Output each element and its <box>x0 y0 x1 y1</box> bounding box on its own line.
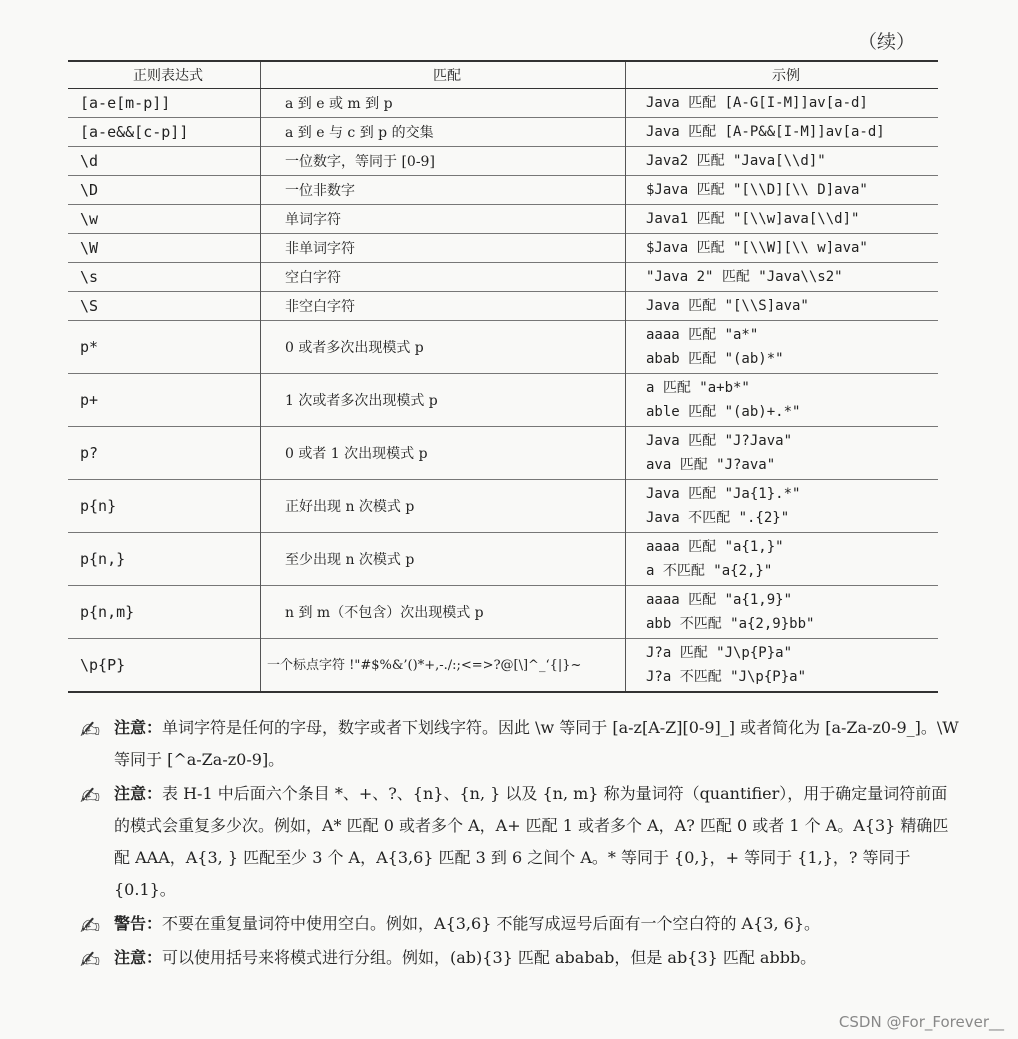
example-cell <box>626 321 939 374</box>
pattern-cell: \p{P} <box>68 639 261 693</box>
table-row <box>68 533 938 586</box>
pattern-cell: \W <box>68 234 261 263</box>
description-cell: 0 或者多次出现模式 p <box>261 321 626 374</box>
table-row <box>68 586 938 639</box>
example-cell <box>626 480 939 533</box>
example-line: a 匹配 "a+b*" <box>646 380 750 396</box>
pattern-cell: p{n,m} <box>68 586 261 639</box>
description-cell: 单词字符 <box>261 205 626 234</box>
example-line: "Java 2" 匹配 "Java\\s2" <box>646 269 843 285</box>
description-cell: 至少出现 n 次模式 p <box>261 533 626 586</box>
example-line: Java2 匹配 "Java[\\d]" <box>646 153 826 169</box>
table-row <box>68 263 938 292</box>
example-line: able 匹配 "(ab)+.*" <box>646 404 801 420</box>
notes-section <box>80 712 960 976</box>
note-item <box>80 778 960 906</box>
note-item <box>80 712 960 776</box>
description-cell: 0 或者 1 次出现模式 p <box>261 427 626 480</box>
description-cell: a 到 e 与 c 到 p 的交集 <box>261 118 626 147</box>
example-line: Java 匹配 "Ja{1}.*" <box>646 486 801 502</box>
pattern-cell: \S <box>68 292 261 321</box>
example-cell <box>626 205 939 234</box>
table-row <box>68 639 938 693</box>
example-cell <box>626 586 939 639</box>
table-row <box>68 147 938 176</box>
table-row <box>68 89 938 118</box>
example-line: J?a 匹配 "J\p{P}a" <box>646 645 793 661</box>
pattern-cell: p{n,} <box>68 533 261 586</box>
example-cell <box>626 533 939 586</box>
example-line: Java1 匹配 "[\\w]ava[\\d]" <box>646 211 860 227</box>
pattern-cell: [a-e&&[c-p]] <box>68 118 261 147</box>
example-cell <box>626 427 939 480</box>
watermark: CSDN @For_Forever__ <box>838 1013 1004 1031</box>
description-cell: 正好出现 n 次模式 p <box>261 480 626 533</box>
table-row <box>68 118 938 147</box>
note-tag: 警告： <box>114 914 163 933</box>
example-line: a 不匹配 "a{2,}" <box>646 563 773 579</box>
example-line: Java 匹配 [A-P&&[I-M]]av[a-d] <box>646 124 885 140</box>
example-cell <box>626 374 939 427</box>
pen-icon: ✍ <box>80 946 101 974</box>
table-header-row <box>68 61 938 89</box>
example-line: aaaa 匹配 "a*" <box>646 327 759 343</box>
example-cell <box>626 118 939 147</box>
header-example: 示例 <box>626 61 939 89</box>
pattern-cell: p* <box>68 321 261 374</box>
example-cell <box>626 639 939 693</box>
description-cell: 非单词字符 <box>261 234 626 263</box>
example-line: abab 匹配 "(ab)*" <box>646 351 784 367</box>
description-cell: 非空白字符 <box>261 292 626 321</box>
note-tag: 注意： <box>114 948 163 967</box>
example-cell <box>626 263 939 292</box>
example-cell <box>626 89 939 118</box>
table-row <box>68 234 938 263</box>
description-cell: 一位非数字 <box>261 176 626 205</box>
note-item <box>80 908 960 940</box>
pen-icon: ✍ <box>80 912 101 940</box>
example-line: J?a 不匹配 "J\p{P}a" <box>646 669 807 685</box>
description-cell: n 到 m（不包含）次出现模式 p <box>261 586 626 639</box>
example-line: ava 匹配 "J?ava" <box>646 457 776 473</box>
description-cell: 一位数字，等同于 [0-9] <box>261 147 626 176</box>
description-cell: 1 次或者多次出现模式 p <box>261 374 626 427</box>
pattern-cell: \D <box>68 176 261 205</box>
example-cell <box>626 234 939 263</box>
example-line: abb 不匹配 "a{2,9}bb" <box>646 616 815 632</box>
note-tag: 注意： <box>114 784 163 803</box>
pattern-cell: p? <box>68 427 261 480</box>
note-text: 不要在重复量词符中使用空白。例如，A{3,6} 不能写成逗号后面有一个空白符的 A{3, 6}。 <box>162 914 820 933</box>
description-cell: a 到 e 或 m 到 p <box>261 89 626 118</box>
example-cell <box>626 292 939 321</box>
note-text: 表 H-1 中后面六个条目 *、+、?、{n}、{n, } 以及 {n, m} 称为量词符（quantifier），用于确定量词符前面的模式会重复多少次。例如，A* 匹配 0 或者多个 A，A+ 匹配 1 或者多个 A，A? 匹配 0 或者 1 个 A。A{3} 精确匹配 AAA，A{3, } 匹配至少 3 个 A，A{3,6} 匹配 3 到 6 之间个 A。* 等同于 {0,}，+ 等同于 {1,}，? 等同于 {0.1}。 <box>114 784 949 899</box>
example-line: aaaa 匹配 "a{1,9}" <box>646 592 793 608</box>
pattern-cell: \d <box>68 147 261 176</box>
table-row <box>68 205 938 234</box>
pattern-cell: \w <box>68 205 261 234</box>
note-item <box>80 942 960 974</box>
pattern-cell: [a-e[m-p]] <box>68 89 261 118</box>
pattern-cell: p+ <box>68 374 261 427</box>
example-line: aaaa 匹配 "a{1,}" <box>646 539 784 555</box>
table-row <box>68 374 938 427</box>
table-row <box>68 427 938 480</box>
header-match: 匹配 <box>261 61 626 89</box>
table-row <box>68 176 938 205</box>
note-text: 单词字符是任何的字母，数字或者下划线字符。因此 \w 等同于 [a-z[A-Z][0-9]_] 或者简化为 [a-Za-z0-9_]。\W 等同于 [^a-Za-z0-9]。 <box>114 718 959 769</box>
pen-icon: ✍ <box>80 716 101 744</box>
example-cell <box>626 147 939 176</box>
pattern-cell: p{n} <box>68 480 261 533</box>
example-line: Java 匹配 "J?Java" <box>646 433 793 449</box>
header-pattern: 正则表达式 <box>68 61 261 89</box>
table-row <box>68 480 938 533</box>
note-tag: 注意： <box>114 718 163 737</box>
table-body <box>68 89 938 693</box>
continued-label: （续） <box>858 31 916 53</box>
pattern-cell: \s <box>68 263 261 292</box>
example-line: $Java 匹配 "[\\W][\\ w]ava" <box>646 240 868 256</box>
pen-icon: ✍ <box>80 782 101 810</box>
example-line: Java 匹配 "[\\S]ava" <box>646 298 809 314</box>
description-cell: 空白字符 <box>261 263 626 292</box>
example-line: $Java 匹配 "[\\D][\\ D]ava" <box>646 182 868 198</box>
table-row <box>68 321 938 374</box>
table-row <box>68 292 938 321</box>
note-text: 可以使用括号来将模式进行分组。例如，(ab){3} 匹配 ababab，但是 ab{3} 匹配 abbb。 <box>162 948 817 967</box>
description-cell: 一个标点字符 !"#$%&’()*+,-./:;<=>?@[\]^_‘{|}~ <box>261 639 626 693</box>
regex-table <box>68 60 938 693</box>
example-line: Java 不匹配 ".{2}" <box>646 510 790 526</box>
example-line: Java 匹配 [A-G[I-M]]av[a-d] <box>646 95 868 111</box>
example-cell <box>626 176 939 205</box>
